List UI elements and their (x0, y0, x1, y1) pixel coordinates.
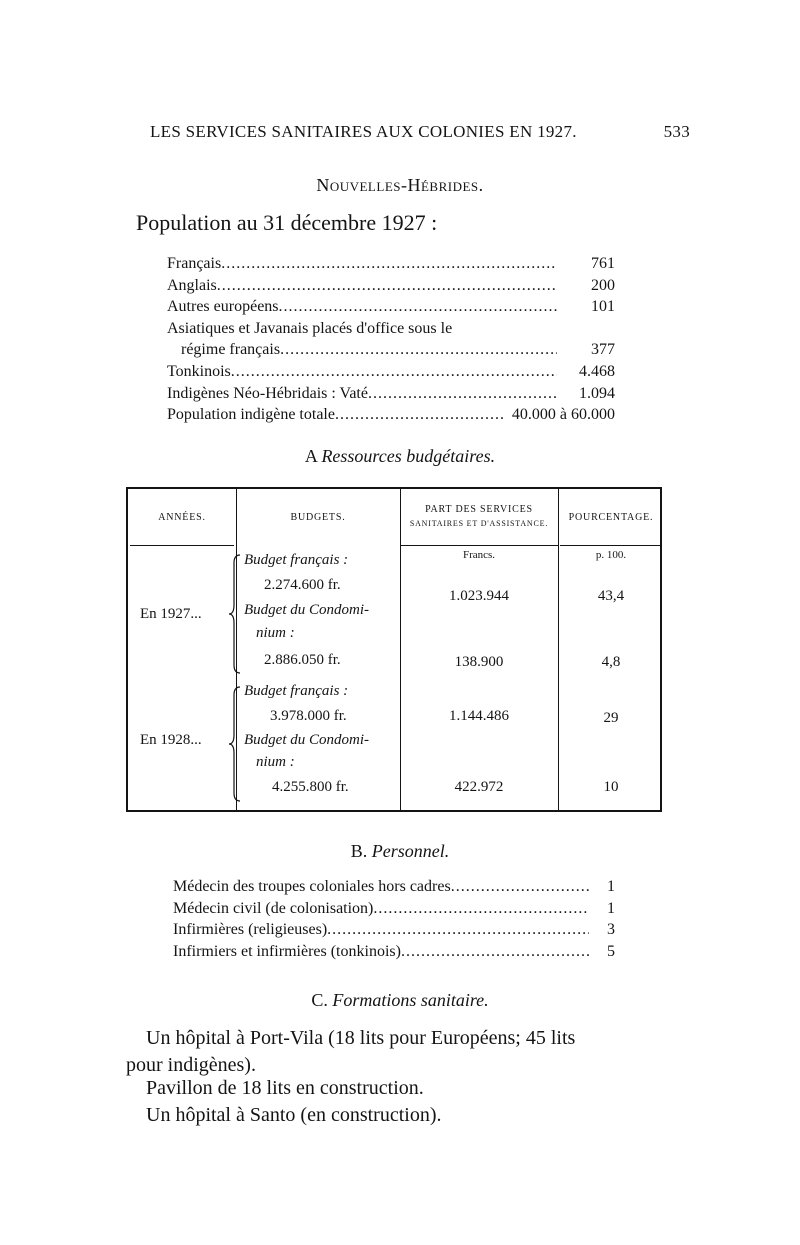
personnel-heading (0, 841, 800, 862)
list-item (167, 275, 615, 297)
row-value: 200 (591, 276, 615, 294)
heading-text: Personnel. (371, 841, 450, 861)
pct-1928-francais: 29 (603, 710, 619, 726)
budget-1927-condominium-label: Budget du Condomi- (244, 602, 369, 618)
list-item (167, 253, 615, 275)
budget-1928-condominium-label: Budget du Condomi- (244, 732, 369, 748)
column-header-budgets: BUDGETS. (290, 512, 346, 523)
part-1927-condominium: 138.900 (454, 654, 504, 670)
row-label: Infirmiers et infirmières (tonkinois) (173, 942, 401, 960)
row-label: Asiatiques et Javanais placés d'office sous le (167, 319, 453, 337)
leader-dots (280, 339, 557, 361)
row-label: Médecin civil (de colonisation) (173, 899, 374, 917)
row-label: Médecin des troupes coloniales hors cadres (173, 878, 451, 895)
personnel-list (173, 876, 615, 962)
leader-dots (327, 919, 589, 941)
row-label: Tonkinois (167, 362, 231, 380)
formations-line-3: Pavillon de 18 lits en construction. (146, 1077, 424, 1099)
header-rule (400, 545, 558, 546)
budget-1928-condominium-amount: 4.255.800 fr. (272, 779, 349, 795)
list-item (173, 898, 615, 920)
column-divider (558, 489, 559, 810)
row-label: Population indigène totale (167, 406, 335, 424)
header-rule (560, 545, 662, 546)
row-value: 40.000 à 60.000 (511, 406, 615, 424)
leader-dots (373, 898, 589, 920)
heading-text: Ressources budgétaires. (321, 446, 496, 466)
formations-line-1: Un hôpital à Port-Vila (18 lits pour Européens; 45 lits (146, 1027, 576, 1049)
list-item (173, 876, 615, 898)
leader-dots (368, 383, 557, 405)
leader-dots (221, 253, 557, 275)
row-value: 377 (591, 341, 615, 359)
leader-dots (231, 361, 557, 383)
header-rule (130, 545, 234, 546)
column-header-part-line1: PART DES SERVICES (425, 504, 533, 515)
leader-dots (451, 876, 589, 898)
section-title: Nouvelles-Hébrides. (316, 175, 484, 195)
budget-1928-francais-label: Budget français : (244, 683, 349, 699)
row-value: 101 (591, 298, 615, 316)
pct-1927-francais: 43,4 (597, 588, 625, 604)
budget-1927-condominium-label-cont: nium : (256, 625, 295, 641)
formations-line-2: pour indigènes). (126, 1054, 256, 1076)
heading-letter: B. (350, 841, 368, 861)
row-label: Anglais (167, 276, 217, 294)
budget-1928-condominium-label-cont: nium : (256, 754, 295, 770)
row-value: 5 (607, 942, 615, 960)
budget-1927-francais-label: Budget français : (244, 552, 349, 568)
row-label: Autres européens (167, 298, 279, 316)
list-item (167, 361, 615, 383)
pct-1928-condominium: 10 (603, 779, 619, 795)
list-item (167, 339, 615, 361)
column-header-part (400, 503, 558, 531)
row-value: 761 (591, 255, 615, 272)
leader-dots (217, 275, 557, 297)
list-item (173, 941, 615, 963)
year-1928: En 1928... (140, 732, 202, 748)
column-divider (400, 489, 401, 810)
population-list (167, 253, 615, 426)
list-item (167, 318, 615, 340)
formations-line-4: Un hôpital à Santo (en construction). (146, 1104, 442, 1126)
row-label: Infirmières (religieuses) (173, 921, 328, 939)
budget-1927-francais-amount: 2.274.600 fr. (264, 577, 341, 593)
part-1927-francais: 1.023.944 (449, 588, 509, 604)
row-value: 1.094 (579, 384, 615, 402)
part-1928-condominium: 422.972 (454, 779, 504, 795)
running-header (150, 122, 690, 142)
row-value: 1 (607, 878, 615, 895)
row-value: 1 (607, 899, 615, 917)
population-heading: Population au 31 décembre 1927 : (136, 210, 438, 235)
row-value: 3 (607, 921, 615, 939)
part-1928-francais: 1.144.486 (449, 708, 509, 724)
unit-percent: p. 100. (595, 549, 627, 561)
list-item (173, 919, 615, 941)
heading-text: Formations sanitaire. (332, 990, 489, 1010)
year-1927: En 1927... (140, 606, 202, 622)
column-header-annees: ANNÉES. (158, 512, 206, 523)
list-item (167, 296, 615, 318)
ressources-heading (0, 446, 800, 467)
leader-dots (401, 941, 589, 963)
row-label: Indigènes Néo-Hébridais : Vaté (167, 384, 368, 402)
leader-dots (335, 404, 506, 426)
header-title: LES SERVICES SANITAIRES AUX COLONIES EN 1927. (150, 122, 577, 141)
budget-1928-francais-amount: 3.978.000 fr. (270, 708, 347, 724)
row-label: régime français (181, 341, 281, 359)
budget-1927-condominium-amount: 2.886.050 fr. (264, 652, 341, 668)
budget-table (126, 487, 662, 812)
row-label: Français (167, 255, 222, 272)
unit-francs: Francs. (462, 549, 496, 561)
row-value: 4.468 (579, 362, 615, 380)
pct-1927-condominium: 4,8 (601, 654, 621, 670)
heading-letter: A (304, 446, 317, 466)
heading-letter: C. (311, 990, 328, 1010)
brace-1927 (228, 553, 242, 675)
page-number: 533 (663, 122, 690, 141)
column-header-pourcentage: POURCENTAGE. (568, 512, 654, 523)
column-header-part-line2: SANITAIRES ET D'ASSISTANCE. (409, 519, 549, 528)
formations-heading (0, 990, 800, 1011)
brace-1928 (228, 685, 242, 803)
leader-dots (279, 296, 557, 318)
list-item (167, 404, 615, 426)
list-item (167, 383, 615, 405)
